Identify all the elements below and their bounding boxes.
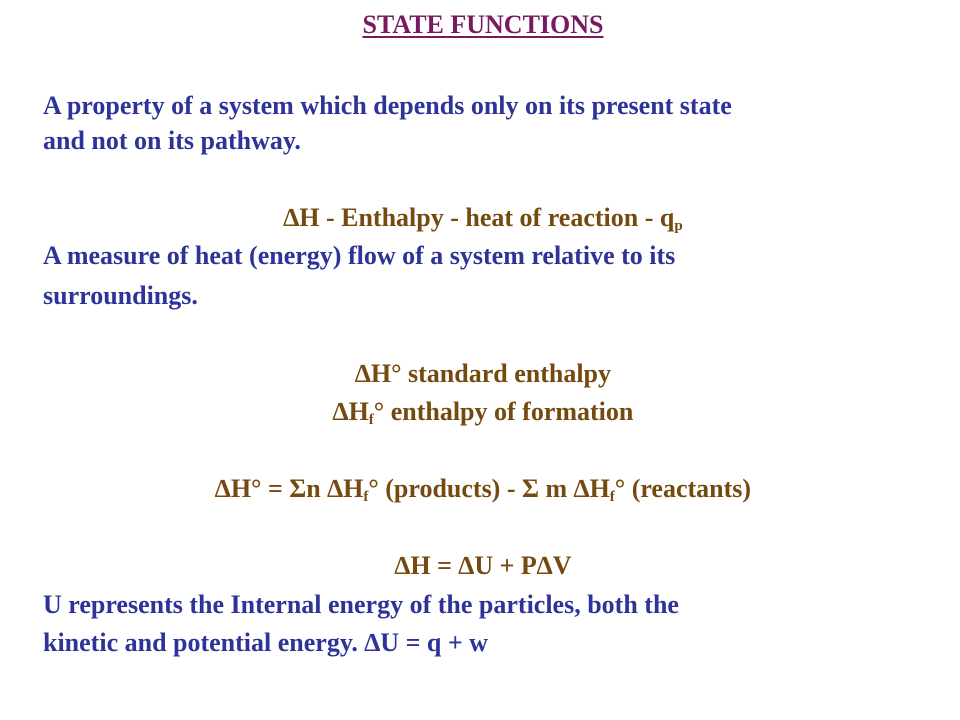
formation-enthalpy-text: ° enthalpy of formation xyxy=(373,397,634,426)
definition-line-1: A property of a system which depends only on its present state xyxy=(43,91,732,120)
hess-equation-part-2: ° (products) - Σ m ∆H xyxy=(368,474,610,503)
internal-energy-line-1: U represents the Internal energy of the particles, both the xyxy=(43,590,679,619)
standard-enthalpy-text: H° standard enthalpy xyxy=(370,359,612,388)
hess-law-equation xyxy=(0,474,960,504)
definition-line-2: and not on its pathway. xyxy=(43,126,301,155)
internal-energy-line-2: kinetic and potential energy. ∆U = q + w xyxy=(43,628,488,657)
enthalpy-description-line-1: A measure of heat (energy) flow of a system relative to its xyxy=(43,241,676,270)
delta-symbol: ∆ xyxy=(354,359,371,388)
hess-subscript-2: f xyxy=(609,489,615,505)
enthalpy-heading xyxy=(0,203,960,233)
standard-enthalpy xyxy=(0,359,960,389)
enthalpy-heading-subscript: p xyxy=(674,218,683,234)
formation-enthalpy xyxy=(0,397,960,427)
hess-subscript-1: f xyxy=(363,489,369,505)
hess-equation-part-1: ∆H° = Σn ∆H xyxy=(214,474,364,503)
first-law-equation: ∆H = ∆U + P∆V xyxy=(394,551,572,580)
delta-symbol: ∆ xyxy=(283,203,300,232)
enthalpy-heading-text: H - Enthalpy - heat of reaction - q xyxy=(299,203,675,232)
delta-symbol: ∆ xyxy=(332,397,349,426)
enthalpy-description-line-2: surroundings. xyxy=(43,281,198,310)
slide-title: STATE FUNCTIONS xyxy=(362,10,604,39)
formation-subscript: f xyxy=(368,412,374,428)
formation-enthalpy-h: H xyxy=(348,397,369,426)
hess-equation-part-3: ° (reactants) xyxy=(614,474,752,503)
